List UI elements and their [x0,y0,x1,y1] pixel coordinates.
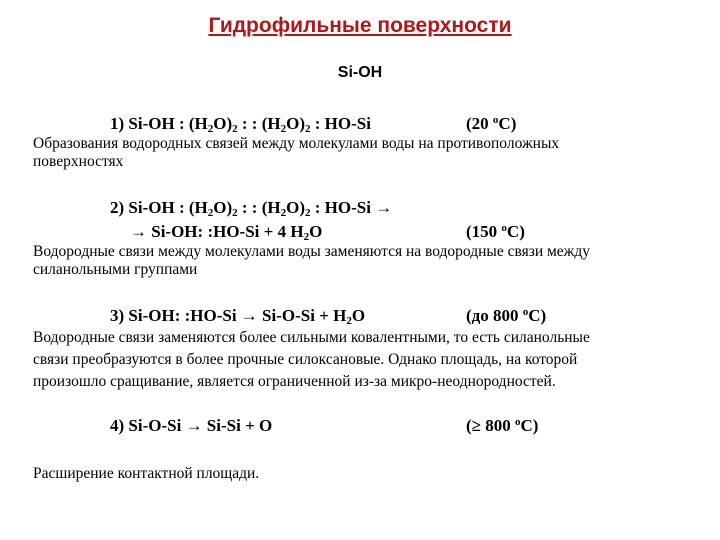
description-2-line-2: силанольными группами [33,261,198,278]
description-1-line-2: поверхностях [33,153,124,170]
equation-2-continuation: → Si-OH: :HO-Si + 4 $H_2O$ [130,222,323,243]
temperature-4: (≥ 800 $^o$C) [466,416,539,435]
description-2-line-1: Водородные связи между молекулами воды заменяются на водородные связи между [33,243,591,260]
equation-2: 2) Si-OH : $(H_2O)_2$ : : $(H_2O)_2$ : HO-Si → [110,198,393,219]
description-3-line-2: связи преобразуются в более прочные силоксановые. Однако площадь, на которой [33,351,578,368]
description-1-line-1: Образования водородных связей между молекулами воды на противоположных [33,135,560,152]
silanol-label: Si-OH [337,64,383,81]
temperature-1: (20 $^o$C) [466,114,517,133]
page-title: Гидрофильные поверхности [208,14,512,37]
equation-1: 1) Si-OH : $(H_2O)_2$ : : $(H_2O)_2$ : HO-Si [110,114,371,135]
description-3-line-1: Водородные связи заменяются более сильными ковалентными, то есть силанольные [33,329,590,346]
temperature-2: (150 $^o$C) [466,222,525,241]
equation-4: 4) Si-O-Si → Si-Si + O [110,416,273,435]
equation-3: 3) Si-OH: :HO-Si → $Si-O-Si + H_2O$ [110,306,366,327]
temperature-3: (до 800 $^o$C) [466,306,547,325]
description-3-line-3: произошло сращивание, является ограниченной из-за микро-неоднородностей. [33,373,556,390]
description-4-line-1: Расширение контактной площади. [33,465,260,482]
